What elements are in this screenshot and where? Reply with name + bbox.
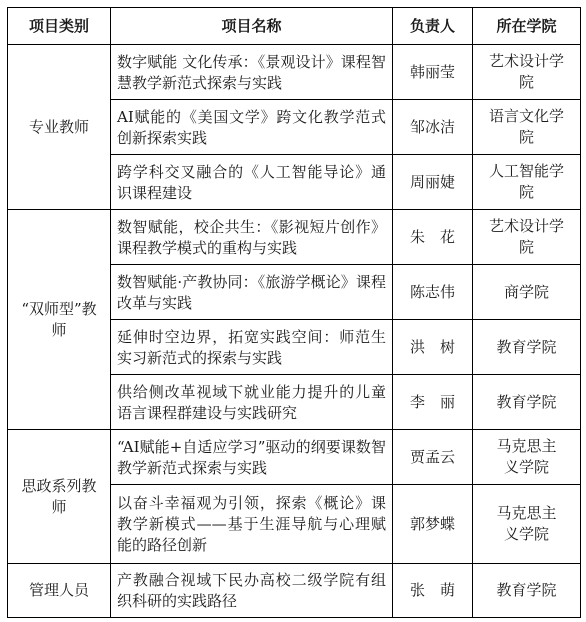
college-cell: 艺术设计学院 — [473, 210, 581, 265]
college-cell: 语言文化学院 — [473, 100, 581, 155]
table-row — [8, 210, 581, 265]
college-cell: 艺术设计学院 — [473, 45, 581, 100]
college-cell: 马克思主义学院 — [473, 485, 581, 564]
table-row — [8, 45, 581, 100]
leader-cell: 李 丽 — [393, 375, 473, 430]
college-cell: 人工智能学院 — [473, 155, 581, 210]
header-leader: 负责人 — [393, 8, 473, 45]
category-cell: 思政系列教师 — [8, 430, 111, 564]
table-row — [8, 430, 581, 485]
project-table — [7, 7, 581, 618]
category-cell: 专业教师 — [8, 45, 111, 210]
project-cell: 以奋斗幸福观为引领，探索《概论》课教学新模式——基于生涯导航与心理赋能的路径创新 — [111, 485, 393, 564]
header-college: 所在学院 — [473, 8, 581, 45]
category-cell: 管理人员 — [8, 564, 111, 618]
header-category: 项目类别 — [8, 8, 111, 45]
leader-cell: 陈志伟 — [393, 265, 473, 320]
project-cell: 数字赋能 文化传承：《景观设计》课程智慧教学新范式探索与实践 — [111, 45, 393, 100]
college-cell: 教育学院 — [473, 320, 581, 375]
leader-cell: 郭梦蝶 — [393, 485, 473, 564]
project-cell: 数智赋能·产教协同：《旅游学概论》课程改革与实践 — [111, 265, 393, 320]
leader-cell: 韩丽莹 — [393, 45, 473, 100]
college-cell: 马克思主义学院 — [473, 430, 581, 485]
category-cell: “双师型”教师 — [8, 210, 111, 430]
college-cell: 教育学院 — [473, 564, 581, 618]
project-cell: 跨学科交叉融合的《人工智能导论》通识课程建设 — [111, 155, 393, 210]
college-cell: 商学院 — [473, 265, 581, 320]
header-project: 项目名称 — [111, 8, 393, 45]
header-row — [8, 8, 581, 45]
leader-cell: 张 萌 — [393, 564, 473, 618]
leader-cell: 贾孟云 — [393, 430, 473, 485]
leader-cell: 邹冰洁 — [393, 100, 473, 155]
project-cell: 供给侧改革视域下就业能力提升的儿童语言课程群建设与实践研究 — [111, 375, 393, 430]
project-cell: AI赋能的《美国文学》跨文化教学范式创新探索实践 — [111, 100, 393, 155]
project-cell: “AI赋能+自适应学习”驱动的纲要课数智教学新范式探索与实践 — [111, 430, 393, 485]
project-cell: 延伸时空边界，拓宽实践空间：师范生实习新范式的探索与实践 — [111, 320, 393, 375]
leader-cell: 洪 树 — [393, 320, 473, 375]
leader-cell: 朱 花 — [393, 210, 473, 265]
leader-cell: 周丽婕 — [393, 155, 473, 210]
project-cell: 数智赋能，校企共生：《影视短片创作》课程教学模式的重构与实践 — [111, 210, 393, 265]
table-row — [8, 564, 581, 618]
college-cell: 教育学院 — [473, 375, 581, 430]
project-cell: 产教融合视域下民办高校二级学院有组织科研的实践路径 — [111, 564, 393, 618]
